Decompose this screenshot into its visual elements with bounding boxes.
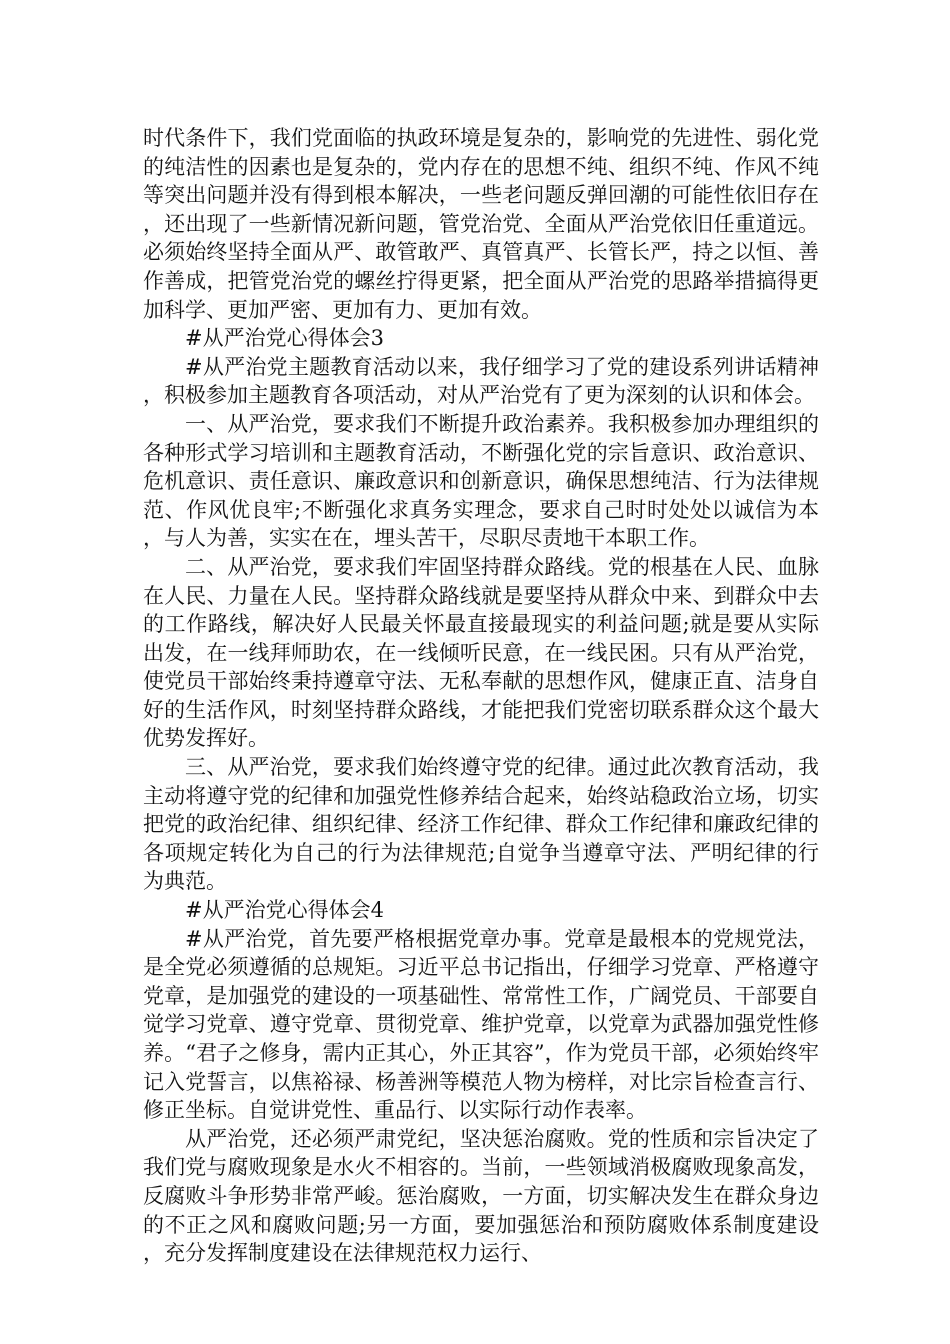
paragraph-intro-3: #从严治党主题教育活动以来，我仔细学习了党的建设系列讲话精神，积极参加主题教育各项活动，对从严治党有了更为深刻的认识和体会。	[143, 354, 819, 408]
section-heading-4: #从严治党心得体会4	[185, 898, 384, 923]
paragraph-anti-corruption: 从严治党，还必须严肃党纪，坚决惩治腐败。党的性质和宗旨决定了我们党与腐败现象是水火不相容的。当前，一些领域消极腐败现象高发，反腐败斗争形势非常严峻。惩治腐败，一方面，切实解决发生在群众身边的不正之风和腐败问题;另一方面，要加强惩治和预防腐败体系制度建设，充分发挥制度建设在法律规范权力运行、	[143, 1126, 819, 1266]
paragraph-point-1: 一、从严治党，要求我们不断提升政治素养。我积极参加办理组织的各种形式学习培训和主题教育活动，不断强化党的宗旨意识、政治意识、危机意识、责任意识、廉政意识和创新意识，确保思想纯洁、行为法律规范、作风优良牢;不断强化求真务实理念，要求自己时时处处以诚信为本，与人为善，实实在在，埋头苦干，尽职尽责地干本职工作。	[143, 411, 819, 551]
section-heading-3: #从严治党心得体会3	[185, 326, 384, 351]
paragraph-intro-4: #从严治党，首先要严格根据党章办事。党章是最根本的党规党法，是全党必须遵循的总规矩。习近平总书记指出，仔细学习党章、严格遵守党章，是加强党的建设的一项基础性、常常性工作，广阔党员、干部要自觉学习党章、遵守党章、贯彻党章、维护党章，以党章为武器加强党性修养。“君子之修身，需内正其心，外正其容”，作为党员干部，必须始终牢记入党誓言，以焦裕禄、杨善洲等模范人物为榜样，对比宗旨检查言行、修正坐标。自觉讲党性、重品行、以实际行动作表率。	[143, 926, 819, 1123]
document-body	[143, 124, 819, 1268]
paragraph-continuation: 时代条件下，我们党面临的执政环境是复杂的，影响党的先进性、弱化党的纯洁性的因素也是复杂的，党内存在的思想不纯、组织不纯、作风不纯等突出问题并没有得到根本解决，一些老问题反弹回潮的可能性依旧存在，还出现了一些新情况新问题，管党治党、全面从严治党依旧任重道远。必须始终坚持全面从严、敢管敢严、真管真严、长管长严，持之以恒、善作善成，把管党治党的螺丝拧得更紧，把全面从严治党的思路举措搞得更加科学、更加严密、更加有力、更加有效。	[143, 126, 819, 322]
paragraph-point-2: 二、从严治党，要求我们牢固坚持群众路线。党的根基在人民、血脉在人民、力量在人民。坚持群众路线就是要坚持从群众中来、到群众中去的工作路线，解决好人民最关怀最直接最现实的利益问题;就是要从实际出发，在一线拜师助农，在一线倾听民意，在一线民困。只有从严治党，使党员干部始终秉持遵章守法、无私奉献的思想作风，健康正直、洁身自好的生活作风，时刻坚持群众路线，才能把我们党密切联系群众这个最大优势发挥好。	[143, 554, 819, 751]
paragraph-point-3: 三、从严治党，要求我们始终遵守党的纪律。通过此次教育活动，我主动将遵守党的纪律和加强党性修养结合起来，始终站稳政治立场，切实把党的政治纪律、组织纪律、经济工作纪律、群众工作纪律和廉政纪律的各项规定转化为自己的行为法律规范;自觉争当遵章守法、严明纪律的行为典范。	[143, 755, 819, 894]
